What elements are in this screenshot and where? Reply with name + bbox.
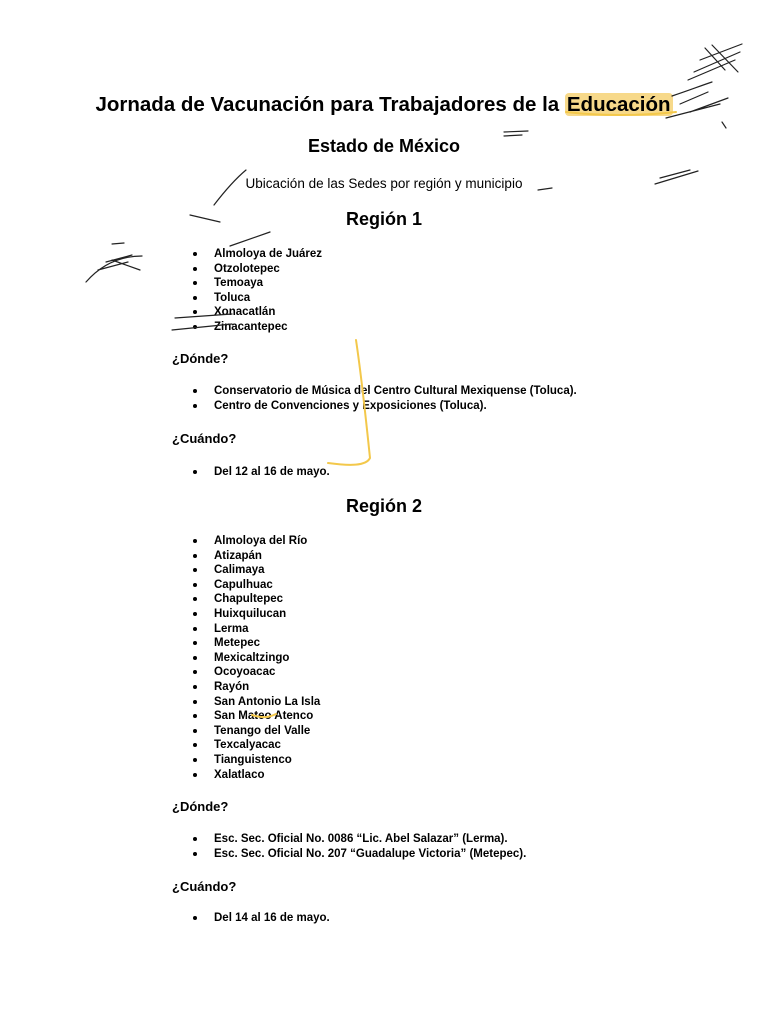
title-main-text: Jornada de Vacunación para Trabajadores de la bbox=[95, 93, 565, 116]
region-1-when-list bbox=[190, 465, 330, 480]
list-item: Zinacantepec bbox=[190, 320, 322, 335]
list-item: Esc. Sec. Oficial No. 0086 “Lic. Abel Salazar” (Lerma). bbox=[190, 832, 526, 847]
list-item: Esc. Sec. Oficial No. 207 “Guadalupe Victoria” (Metepec). bbox=[190, 847, 526, 862]
region-1-when-heading: ¿Cuándo? bbox=[172, 431, 237, 446]
list-item: Capulhuac bbox=[190, 578, 320, 593]
list-item: Texcalyacac bbox=[190, 738, 320, 753]
list-item: Tianguistenco bbox=[190, 753, 320, 768]
document-subtitle: Estado de México bbox=[307, 136, 461, 156]
list-item: Xalatlaco bbox=[190, 768, 320, 783]
region-1-heading: Región 1 bbox=[345, 209, 422, 229]
scribble-top-right-1 bbox=[688, 44, 742, 80]
list-item: Xonacatlán bbox=[190, 305, 322, 320]
list-item: Almoloya del Río bbox=[190, 534, 320, 549]
list-item: Huixquilucan bbox=[190, 607, 320, 622]
list-item: Atizapán bbox=[190, 549, 320, 564]
region-2-when-list bbox=[190, 911, 330, 926]
list-item: San Mateo Atenco bbox=[190, 709, 320, 724]
scribble-list-strike-1 bbox=[230, 232, 270, 246]
list-item: Mexicaltzingo bbox=[190, 651, 320, 666]
scribble-left-small bbox=[112, 243, 124, 244]
list-item: Del 12 al 16 de mayo. bbox=[190, 465, 330, 480]
list-item: Temoaya bbox=[190, 276, 322, 291]
region-2-heading: Región 2 bbox=[345, 496, 422, 516]
list-item: Chapultepec bbox=[190, 592, 320, 607]
region-1-where-heading: ¿Dónde? bbox=[172, 351, 229, 366]
region-2-where-list bbox=[190, 832, 526, 861]
list-item: Lerma bbox=[190, 622, 320, 637]
region-1-municipality-list bbox=[190, 247, 322, 335]
list-item: Ocoyoacac bbox=[190, 665, 320, 680]
list-item: Rayón bbox=[190, 680, 320, 695]
list-item: Conservatorio de Música del Centro Cultural Mexiquense (Toluca). bbox=[190, 384, 577, 399]
region-1-where-list bbox=[190, 384, 577, 413]
document-title bbox=[0, 93, 768, 117]
title-highlighted-word: Educación bbox=[566, 93, 671, 116]
list-item: San Antonio La Isla bbox=[190, 695, 320, 710]
list-item: Tenango del Valle bbox=[190, 724, 320, 739]
list-item: Centro de Convenciones y Exposiciones (Toluca). bbox=[190, 399, 577, 414]
list-item: Metepec bbox=[190, 636, 320, 651]
list-item: Del 14 al 16 de mayo. bbox=[190, 911, 330, 926]
list-item: Calimaya bbox=[190, 563, 320, 578]
scribble-right-mark bbox=[722, 122, 726, 128]
scribble-left-lines bbox=[86, 255, 142, 282]
region-2-where-heading: ¿Dónde? bbox=[172, 799, 229, 814]
list-item: Toluca bbox=[190, 291, 322, 306]
document-intro: Ubicación de las Sedes por región y municipio bbox=[245, 176, 523, 191]
list-item: Otzolotepec bbox=[190, 262, 322, 277]
region-2-municipality-list bbox=[190, 534, 320, 782]
list-item: Almoloya de Juárez bbox=[190, 247, 322, 262]
region-2-when-heading: ¿Cuándo? bbox=[172, 879, 237, 894]
